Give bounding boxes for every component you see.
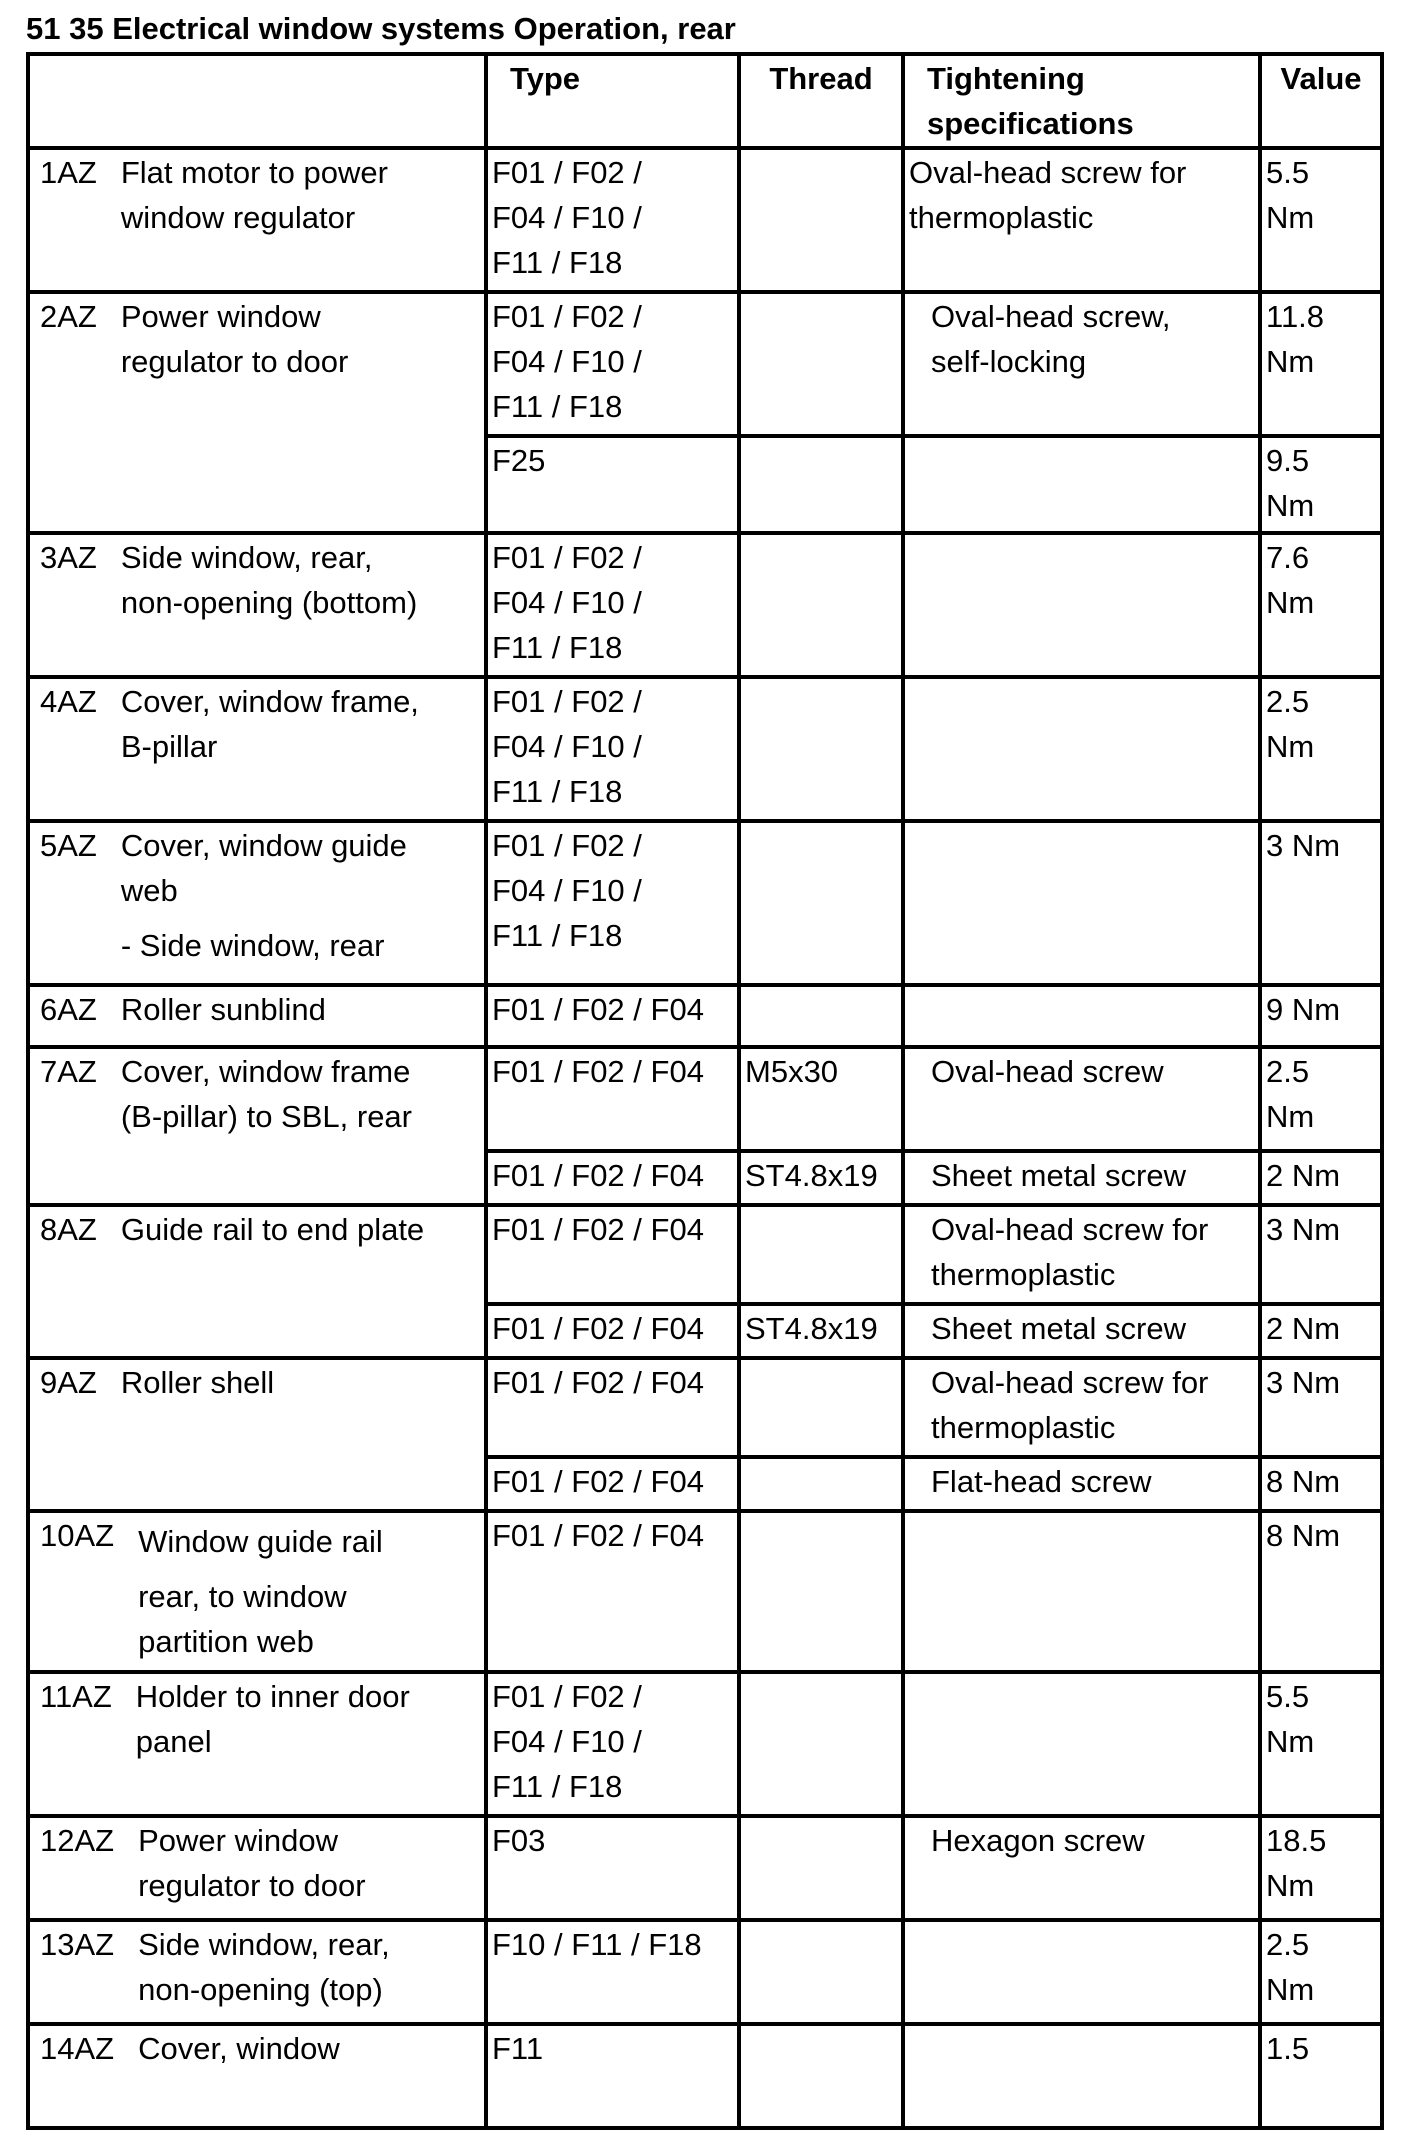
- value-line: Nm: [1266, 1099, 1315, 1134]
- component-cell: [28, 1920, 486, 2024]
- row-description: [97, 987, 484, 1032]
- row-description-line: (B-pillar) to SBL, rear: [120, 1099, 412, 1134]
- component-cell: [28, 985, 486, 1047]
- value-cell: [1260, 436, 1382, 533]
- type-line: F11 / F18: [492, 774, 623, 809]
- thread-cell: [739, 533, 903, 677]
- row-description-line: Cover, window frame,: [120, 684, 419, 719]
- value-cell: 2 Nm: [1260, 1151, 1382, 1205]
- type-cell: [486, 821, 739, 985]
- value-line: Nm: [1266, 1724, 1315, 1759]
- value-cell: [1260, 1816, 1382, 1920]
- type-cell: F01 / F02 / F04: [486, 985, 739, 1047]
- type-line: F04 / F10 /: [492, 200, 642, 235]
- table-row: [28, 148, 1382, 292]
- component-cell: [28, 2024, 486, 2128]
- row-description-line: Holder to inner door: [135, 1679, 410, 1714]
- header-component: [28, 54, 486, 148]
- thread-cell: [739, 1816, 903, 1920]
- row-description-line: web: [120, 873, 178, 908]
- component-cell: [28, 533, 486, 677]
- thread-cell: [739, 436, 903, 533]
- thread-cell: [739, 148, 903, 292]
- thread-cell: [739, 1457, 903, 1511]
- value-line: Nm: [1266, 1868, 1315, 1903]
- row-description-line: Window guide rail: [138, 1524, 383, 1559]
- row-description-line: Flat motor to power: [120, 155, 388, 190]
- value-line: 2.5: [1266, 1054, 1310, 1089]
- tightening-cell: Sheet metal screw: [903, 1151, 1260, 1205]
- row-description-line: Guide rail to end plate: [120, 1212, 425, 1247]
- row-id: 7AZ: [40, 1054, 97, 1089]
- tightening-cell: Flat-head screw: [903, 1457, 1260, 1511]
- table-row: [28, 1511, 1382, 1672]
- component-cell: [28, 677, 486, 821]
- component-cell: [28, 1511, 486, 1672]
- type-line: F04 / F10 /: [492, 729, 642, 764]
- tightening-line: Oval-head screw for: [931, 1365, 1209, 1400]
- row-description-line: Cover, window guide: [120, 828, 407, 863]
- tightening-cell: [903, 1358, 1260, 1457]
- table-row: [28, 677, 1382, 821]
- row-description: [97, 535, 484, 625]
- row-description-line: Roller shell: [120, 1365, 275, 1400]
- row-description-line: Side window, rear,: [138, 1927, 390, 1962]
- table-row: [28, 2024, 1382, 2128]
- table-row: [28, 292, 1382, 436]
- type-cell: [486, 677, 739, 821]
- value-cell: [1260, 292, 1382, 436]
- type-cell: F01 / F02 / F04: [486, 1304, 739, 1358]
- type-line: F11 / F18: [492, 389, 623, 424]
- row-description: [114, 2026, 484, 2071]
- tightening-line: thermoplastic: [909, 200, 1094, 235]
- tightening-cell: [903, 148, 1260, 292]
- header-thread: Thread: [739, 54, 903, 148]
- tightening-cell: [903, 1920, 1260, 2024]
- row-description-line: panel: [135, 1724, 212, 1759]
- component-cell: [28, 1205, 486, 1358]
- table-header-row: [28, 54, 1382, 148]
- tightening-cell: Oval-head screw: [903, 1047, 1260, 1151]
- type-line: F01 / F02 /: [492, 299, 642, 334]
- row-description: [97, 823, 484, 968]
- table-row: [28, 1920, 1382, 2024]
- value-cell: 1.5: [1260, 2024, 1382, 2128]
- type-cell: F11: [486, 2024, 739, 2128]
- row-id: 5AZ: [40, 828, 97, 863]
- type-line: F11 / F18: [492, 1769, 623, 1804]
- type-cell: [486, 1672, 739, 1816]
- tightening-line: thermoplastic: [931, 1257, 1116, 1292]
- value-line: 5.5: [1266, 155, 1310, 190]
- row-description-line: Cover, window frame: [120, 1054, 411, 1089]
- type-cell: F01 / F02 / F04: [486, 1047, 739, 1151]
- value-line: 7.6: [1266, 540, 1310, 575]
- row-description: [112, 1674, 484, 1764]
- row-description-line: regulator to door: [120, 344, 349, 379]
- thread-cell: [739, 1511, 903, 1672]
- row-id: 2AZ: [40, 299, 97, 334]
- tightening-line: thermoplastic: [931, 1410, 1116, 1445]
- thread-cell: [739, 1358, 903, 1457]
- type-line: F04 / F10 /: [492, 1724, 642, 1759]
- value-line: Nm: [1266, 488, 1315, 523]
- row-id: 8AZ: [40, 1212, 97, 1247]
- row-description: [114, 1922, 484, 2012]
- row-id: 1AZ: [40, 155, 97, 190]
- thread-cell: [739, 677, 903, 821]
- table-row: [28, 1816, 1382, 1920]
- tightening-cell: [903, 533, 1260, 677]
- component-cell: [28, 1672, 486, 1816]
- table-row: [28, 985, 1382, 1047]
- table-row: [28, 1358, 1382, 1457]
- value-cell: 9 Nm: [1260, 985, 1382, 1047]
- row-id: 14AZ: [40, 2031, 115, 2066]
- tightening-cell: [903, 292, 1260, 436]
- header-tightening-line1: Tightening: [927, 61, 1085, 96]
- row-description: [114, 1818, 484, 1908]
- tightening-cell: [903, 677, 1260, 821]
- row-id: 13AZ: [40, 1927, 115, 1962]
- tightening-cell: [903, 821, 1260, 985]
- value-cell: 8 Nm: [1260, 1457, 1382, 1511]
- row-id: 6AZ: [40, 992, 97, 1027]
- row-description-line: B-pillar: [120, 729, 218, 764]
- thread-cell: [739, 2024, 903, 2128]
- thread-cell: [739, 985, 903, 1047]
- row-description: [97, 1049, 484, 1139]
- value-line: 2.5: [1266, 684, 1310, 719]
- type-cell: F10 / F11 / F18: [486, 1920, 739, 2024]
- type-line: F01 / F02 /: [492, 540, 642, 575]
- type-line: F01 / F02 /: [492, 1679, 642, 1714]
- thread-cell: ST4.8x19: [739, 1151, 903, 1205]
- thread-cell: [739, 292, 903, 436]
- thread-cell: M5x30: [739, 1047, 903, 1151]
- row-id: 4AZ: [40, 684, 97, 719]
- tightening-cell: [903, 436, 1260, 533]
- table-row: [28, 821, 1382, 985]
- thread-cell: ST4.8x19: [739, 1304, 903, 1358]
- row-description-line: regulator to door: [138, 1868, 366, 1903]
- value-line: Nm: [1266, 729, 1315, 764]
- value-line: Nm: [1266, 344, 1315, 379]
- row-description: [97, 1207, 484, 1252]
- row-description-line: partition web: [138, 1624, 314, 1659]
- value-line: 5.5: [1266, 1679, 1310, 1714]
- row-id: 11AZ: [40, 1679, 112, 1714]
- value-cell: [1260, 677, 1382, 821]
- type-line: F01 / F02 /: [492, 828, 642, 863]
- value-cell: [1260, 1672, 1382, 1816]
- component-cell: [28, 1358, 486, 1511]
- value-cell: 3 Nm: [1260, 821, 1382, 985]
- page-title: 51 35 Electrical window systems Operation, rear: [26, 11, 736, 46]
- row-description-line: non-opening (top): [138, 1972, 383, 2007]
- value-cell: 8 Nm: [1260, 1511, 1382, 1672]
- type-cell: [486, 148, 739, 292]
- thread-cell: [739, 1672, 903, 1816]
- row-description-line: window regulator: [120, 200, 356, 235]
- value-line: Nm: [1266, 585, 1315, 620]
- tightening-cell: [903, 1205, 1260, 1304]
- value-line: Nm: [1266, 1972, 1315, 2007]
- tightening-torque-table: [26, 52, 1384, 2130]
- row-description-line: Side window, rear,: [120, 540, 373, 575]
- type-cell: F03: [486, 1816, 739, 1920]
- row-description: [97, 679, 484, 769]
- row-description: [97, 1360, 484, 1405]
- row-id: 9AZ: [40, 1365, 97, 1400]
- row-description-line: Roller sunblind: [120, 992, 326, 1027]
- row-id: 12AZ: [40, 1823, 115, 1858]
- type-cell: F01 / F02 / F04: [486, 1205, 739, 1304]
- tightening-cell: Sheet metal screw: [903, 1304, 1260, 1358]
- tightening-cell: [903, 985, 1260, 1047]
- tightening-cell: Hexagon screw: [903, 1816, 1260, 1920]
- table-row: [28, 1672, 1382, 1816]
- value-cell: [1260, 533, 1382, 677]
- value-cell: [1260, 1920, 1382, 2024]
- type-line: F11 / F18: [492, 630, 623, 665]
- row-description-line: Cover, window: [138, 2031, 340, 2066]
- type-cell: F01 / F02 / F04: [486, 1358, 739, 1457]
- tightening-line: Oval-head screw for: [931, 1212, 1209, 1247]
- value-cell: [1260, 148, 1382, 292]
- row-description-subline: - Side window, rear: [120, 928, 385, 963]
- thread-cell: [739, 1205, 903, 1304]
- thread-cell: [739, 1920, 903, 2024]
- type-line: F01 / F02 /: [492, 155, 642, 190]
- type-cell: [486, 533, 739, 677]
- type-line: F04 / F10 /: [492, 585, 642, 620]
- type-cell: [486, 292, 739, 436]
- value-line: 18.5: [1266, 1823, 1327, 1858]
- table-row: [28, 1205, 1382, 1304]
- type-cell: F01 / F02 / F04: [486, 1457, 739, 1511]
- tightening-cell: [903, 2024, 1260, 2128]
- row-description-line: Power window: [120, 299, 321, 334]
- type-line: F04 / F10 /: [492, 344, 642, 379]
- component-cell: [28, 1816, 486, 1920]
- component-cell: [28, 292, 486, 533]
- table-row: [28, 533, 1382, 677]
- type-line: F11 / F18: [492, 918, 623, 953]
- component-cell: [28, 148, 486, 292]
- header-value: Value: [1260, 54, 1382, 148]
- thread-cell: [739, 821, 903, 985]
- value-cell: [1260, 1047, 1382, 1151]
- row-id: 3AZ: [40, 540, 97, 575]
- table-row: [28, 1047, 1382, 1151]
- header-type: Type: [486, 54, 739, 148]
- header-tightening-specifications: [903, 54, 1260, 148]
- tightening-cell: [903, 1511, 1260, 1672]
- row-description: [97, 150, 484, 240]
- component-cell: [28, 821, 486, 985]
- tightening-line: Oval-head screw for: [909, 155, 1187, 190]
- type-line: F04 / F10 /: [492, 873, 642, 908]
- value-cell: 3 Nm: [1260, 1205, 1382, 1304]
- value-line: 11.8: [1266, 299, 1325, 334]
- value-line: 2.5: [1266, 1927, 1310, 1962]
- type-cell: F25: [486, 436, 739, 533]
- value-line: 9.5: [1266, 443, 1310, 478]
- row-description: [114, 1513, 484, 1664]
- component-cell: [28, 1047, 486, 1205]
- value-cell: 2 Nm: [1260, 1304, 1382, 1358]
- row-description: [97, 294, 484, 384]
- type-line: F01 / F02 /: [492, 684, 642, 719]
- value-line: Nm: [1266, 200, 1315, 235]
- header-tightening-line2: specifications: [927, 106, 1134, 141]
- type-line: F11 / F18: [492, 245, 623, 280]
- row-description-line: rear, to window: [138, 1579, 347, 1614]
- tightening-line: self-locking: [931, 344, 1087, 379]
- value-cell: 3 Nm: [1260, 1358, 1382, 1457]
- type-cell: F01 / F02 / F04: [486, 1511, 739, 1672]
- row-description-line: Power window: [138, 1823, 338, 1858]
- row-description-line: non-opening (bottom): [120, 585, 418, 620]
- tightening-cell: [903, 1672, 1260, 1816]
- type-cell: F01 / F02 / F04: [486, 1151, 739, 1205]
- tightening-line: Oval-head screw,: [931, 299, 1171, 334]
- row-id: 10AZ: [40, 1518, 115, 1553]
